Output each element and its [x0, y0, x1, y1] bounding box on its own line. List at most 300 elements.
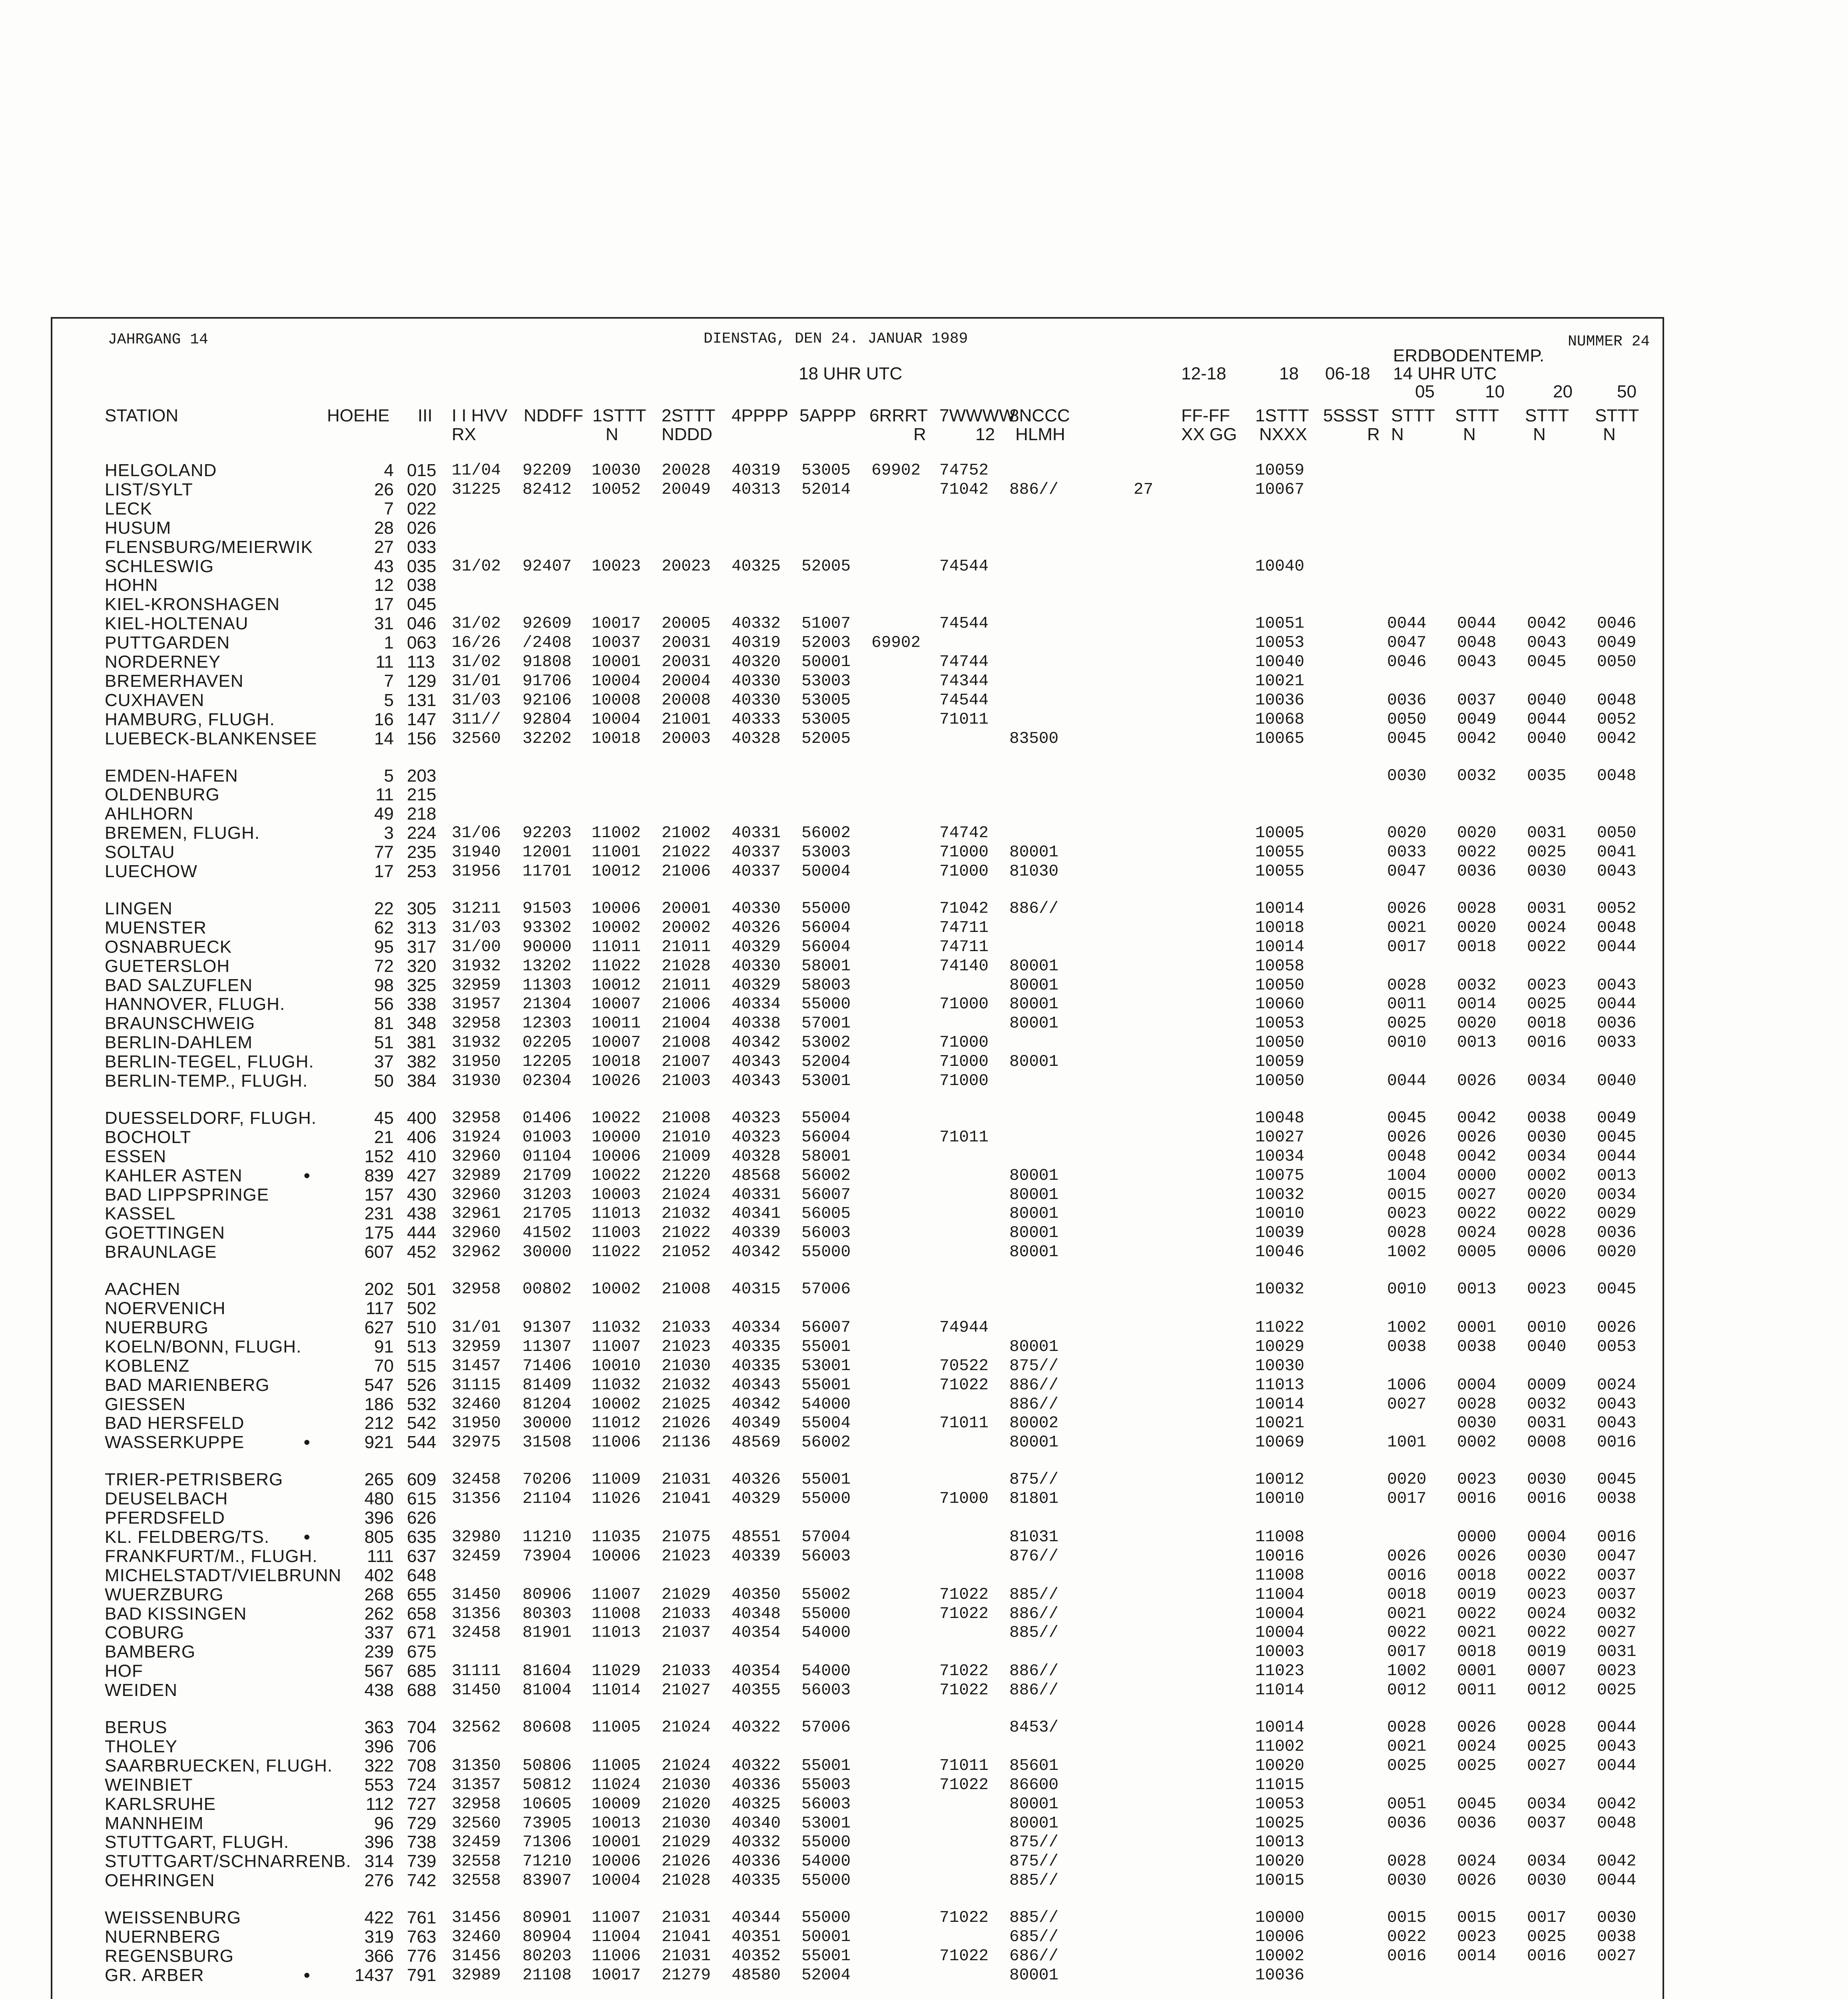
obs-value: 0026	[1387, 899, 1427, 918]
obs-value: 31115	[452, 1376, 501, 1395]
obs-value: 56002	[801, 824, 851, 843]
obs-value: 0044	[1387, 1072, 1427, 1090]
obs-value: 53002	[801, 1033, 851, 1052]
obs-value: 40322	[732, 1756, 781, 1775]
obs-value: 31940	[452, 843, 501, 862]
table-row	[0, 1108, 1848, 1128]
obs-value: 11022	[592, 957, 641, 976]
obs-value: 0027	[1527, 1756, 1567, 1775]
table-row	[0, 1185, 1848, 1205]
obs-value: 0046	[1387, 653, 1427, 671]
station-height: 805	[364, 1527, 394, 1547]
obs-value: 83500	[1009, 729, 1059, 748]
obs-value: 0044	[1527, 710, 1567, 729]
obs-value: 0020	[1387, 1470, 1427, 1489]
obs-value: 0028	[1457, 1395, 1497, 1414]
station-id: 776	[407, 1946, 437, 1966]
col-12: 12	[975, 425, 995, 444]
obs-value: 31508	[522, 1433, 572, 1452]
obs-value: 0020	[1597, 1243, 1637, 1262]
station-id: 427	[407, 1165, 437, 1185]
obs-value: 55001	[801, 1376, 851, 1395]
obs-value: 685//	[1009, 1928, 1059, 1946]
obs-value: 0037	[1597, 1585, 1637, 1604]
obs-value: 0028	[1387, 1224, 1427, 1243]
station-id: 338	[407, 994, 437, 1014]
obs-value: 875//	[1009, 1833, 1059, 1852]
station-name: WEISSENBURG	[105, 1908, 241, 1928]
obs-value: 55000	[801, 1909, 851, 1927]
obs-value: 31/01	[452, 1318, 501, 1337]
obs-value: 11014	[1255, 1681, 1305, 1700]
obs-value: 10052	[592, 480, 641, 499]
obs-value: 1002	[1387, 1243, 1427, 1262]
station-height: 26	[374, 479, 394, 499]
obs-value: 40343	[732, 1072, 781, 1090]
table-row	[0, 652, 1848, 672]
obs-value: 10058	[1255, 957, 1305, 976]
obs-value: 0021	[1457, 1624, 1497, 1642]
obs-value: 40322	[732, 1718, 781, 1737]
col-r2: R	[1367, 425, 1380, 444]
obs-value: 0036	[1597, 1014, 1637, 1033]
table-row	[0, 1566, 1848, 1586]
station-id: 532	[407, 1394, 437, 1414]
station-id: 704	[407, 1718, 437, 1737]
station-id: 544	[407, 1432, 437, 1452]
station-name: MUENSTER	[105, 918, 207, 938]
obs-value: 0026	[1457, 1718, 1497, 1737]
obs-value: 20001	[662, 899, 711, 918]
obs-value: 21031	[662, 1909, 711, 1927]
obs-value: 10002	[592, 1280, 641, 1299]
obs-value: 10013	[592, 1814, 641, 1833]
obs-value: 11008	[1255, 1528, 1305, 1546]
col-n-05: N	[1391, 425, 1404, 444]
station-name: MICHELSTADT/VIELBRUNN	[105, 1565, 342, 1585]
obs-value: 10020	[1255, 1756, 1305, 1775]
obs-value: 0042	[1457, 729, 1497, 748]
obs-value: 10001	[592, 1833, 641, 1852]
table-row	[0, 918, 1848, 938]
obs-value: 55000	[801, 1871, 851, 1890]
obs-value: 80001	[1009, 1205, 1059, 1223]
obs-value: 0036	[1457, 1814, 1497, 1833]
station-id: 763	[407, 1927, 437, 1947]
table-row	[0, 842, 1848, 862]
col-n: N	[606, 425, 618, 444]
obs-value: 81409	[522, 1376, 572, 1395]
obs-value: 10004	[1255, 1624, 1305, 1642]
station-id: 384	[407, 1071, 437, 1091]
obs-value: 32460	[452, 1928, 501, 1946]
obs-value: 0045	[1457, 1795, 1497, 1813]
table-row	[0, 614, 1848, 634]
obs-value: 0050	[1597, 824, 1637, 843]
obs-value: 0013	[1457, 1280, 1497, 1299]
obs-value: 0025	[1387, 1756, 1427, 1775]
utc14-label: 14 UHR UTC	[1393, 364, 1497, 383]
obs-value: 92209	[522, 461, 572, 480]
obs-value: 10006	[592, 1147, 641, 1166]
obs-value: 32458	[452, 1624, 501, 1642]
obs-value: 10022	[592, 1109, 641, 1127]
obs-value: 21041	[662, 1928, 711, 1946]
station-height: 1437	[355, 1965, 394, 1985]
obs-value: 0025	[1527, 1737, 1567, 1756]
obs-value: 0026	[1457, 1547, 1497, 1566]
obs-value: 11023	[1255, 1662, 1305, 1681]
obs-value: 10010	[1255, 1205, 1305, 1223]
obs-value: 48568	[732, 1166, 781, 1185]
obs-value: 55001	[801, 1337, 851, 1356]
obs-value: 10027	[1255, 1128, 1305, 1147]
obs-value: 10006	[592, 899, 641, 918]
table-row	[0, 1965, 1848, 1985]
station-name: BAD SALZUFLEN	[105, 975, 253, 995]
station-name: ESSEN	[105, 1146, 167, 1166]
obs-value: 0021	[1387, 1604, 1427, 1623]
station-id: 253	[407, 862, 437, 881]
obs-value: 10001	[592, 653, 641, 671]
obs-value: 31/03	[452, 918, 501, 937]
obs-value: 0024	[1457, 1852, 1497, 1871]
table-row	[0, 1737, 1848, 1757]
obs-value: 0036	[1387, 1814, 1427, 1833]
obs-value: 31357	[452, 1776, 501, 1794]
obs-value: 10060	[1255, 995, 1305, 1014]
obs-value: 40333	[732, 710, 781, 729]
obs-value: 0049	[1597, 634, 1637, 652]
station-height: 112	[365, 1794, 394, 1814]
obs-value: 30000	[522, 1414, 572, 1433]
obs-value: 10007	[592, 1033, 641, 1052]
obs-value: 10002	[1255, 1947, 1305, 1965]
obs-value: 71306	[522, 1833, 572, 1852]
table-row	[0, 499, 1848, 519]
obs-value: 10005	[1255, 824, 1305, 843]
obs-value: 54000	[801, 1395, 851, 1414]
station-height: 49	[374, 804, 394, 824]
obs-value: 0017	[1527, 1909, 1567, 1927]
obs-value: 0038	[1527, 1109, 1567, 1127]
obs-value: 55001	[801, 1470, 851, 1489]
obs-value: 0048	[1597, 691, 1637, 710]
obs-value: 0049	[1597, 1109, 1637, 1127]
obs-value: 40354	[732, 1662, 781, 1681]
col-8nccc: 8NCCC	[1009, 406, 1070, 425]
obs-value: 40330	[732, 899, 781, 918]
station-id: 452	[407, 1242, 437, 1262]
obs-value: 40344	[732, 1909, 781, 1927]
obs-value: 40329	[732, 1490, 781, 1508]
obs-value: 10012	[592, 976, 641, 995]
table-row	[0, 1527, 1848, 1547]
station-id: 026	[407, 518, 437, 538]
obs-value: 32962	[452, 1243, 501, 1262]
obs-value: 0022	[1387, 1624, 1427, 1642]
obs-value: 21304	[522, 995, 572, 1014]
obs-value: 0025	[1527, 843, 1567, 862]
station-name: REGENSBURG	[105, 1946, 234, 1966]
depth-10: 10	[1485, 382, 1505, 401]
obs-value: 11007	[592, 1585, 641, 1604]
obs-value: 21022	[662, 843, 711, 862]
obs-value: 21220	[662, 1166, 711, 1185]
obs-value: 0026	[1597, 1318, 1637, 1337]
obs-value: 21023	[662, 1547, 711, 1566]
period-12-18: 12-18	[1181, 364, 1226, 383]
obs-value: 0050	[1597, 653, 1637, 671]
station-height: 98	[374, 975, 394, 995]
obs-value: 71000	[939, 1033, 989, 1052]
obs-value: 10000	[1255, 1909, 1305, 1927]
station-name: BERLIN-DAHLEM	[105, 1033, 253, 1053]
station-name: FLENSBURG/MEIERWIK	[105, 537, 313, 557]
obs-value: 40325	[732, 1795, 781, 1813]
obs-value: 40332	[732, 1833, 781, 1852]
obs-value: 0024	[1597, 1376, 1637, 1395]
station-height: 438	[364, 1680, 394, 1700]
station-id: 063	[407, 633, 437, 653]
station-name: BOCHOLT	[105, 1127, 191, 1147]
station-height: 319	[364, 1927, 394, 1947]
obs-value: 40326	[732, 918, 781, 937]
obs-value: 0047	[1387, 862, 1427, 881]
obs-value: 0005	[1457, 1243, 1497, 1262]
station-height: 4	[384, 461, 394, 480]
obs-value: 92609	[522, 614, 572, 633]
obs-value: 71022	[939, 1909, 989, 1927]
obs-value: 11007	[592, 1337, 641, 1356]
obs-value: 0011	[1457, 1681, 1497, 1700]
obs-value: 0000	[1457, 1166, 1497, 1185]
obs-value: 10014	[1255, 1718, 1305, 1737]
table-row	[0, 1604, 1848, 1624]
obs-value: 10026	[592, 1072, 641, 1090]
obs-value: 32960	[452, 1224, 501, 1243]
obs-value: 31/00	[452, 938, 501, 956]
obs-value: 40329	[732, 938, 781, 956]
obs-value: 48580	[732, 1966, 781, 1985]
table-row	[0, 633, 1848, 653]
obs-value: 21033	[662, 1318, 711, 1337]
station-id: 727	[407, 1794, 437, 1814]
obs-value: 0050	[1387, 710, 1427, 729]
station-name: BAD HERSFELD	[105, 1413, 245, 1433]
obs-value: 10003	[592, 1185, 641, 1204]
obs-value: 0016	[1457, 1490, 1497, 1508]
obs-value: 885//	[1009, 1909, 1059, 1927]
obs-value: 82412	[522, 480, 572, 499]
obs-value: 11008	[592, 1604, 641, 1623]
obs-value: 21008	[662, 1033, 711, 1052]
obs-value: 01104	[522, 1147, 572, 1166]
station-name: LECK	[105, 499, 152, 519]
obs-value: 10018	[592, 1053, 641, 1071]
obs-value: 0010	[1527, 1318, 1567, 1337]
obs-value: 40338	[732, 1014, 781, 1033]
obs-value: 40319	[732, 461, 781, 480]
table-row	[0, 595, 1848, 614]
station-height: 14	[374, 728, 394, 748]
obs-value: 31950	[452, 1053, 501, 1071]
obs-value: 40337	[732, 843, 781, 862]
obs-value: 32960	[452, 1147, 501, 1166]
station-height: 839	[364, 1165, 394, 1185]
obs-value: 40342	[732, 1395, 781, 1414]
obs-value: 80001	[1009, 1224, 1059, 1243]
obs-value: 0043	[1597, 1737, 1637, 1756]
obs-value: 40313	[732, 480, 781, 499]
obs-value: 20023	[662, 557, 711, 576]
obs-value: 0030	[1527, 1547, 1567, 1566]
obs-value: 31457	[452, 1357, 501, 1375]
table-row	[0, 1680, 1848, 1700]
obs-value: 58003	[801, 976, 851, 995]
obs-value: 80608	[522, 1718, 572, 1737]
obs-value: 11012	[592, 1414, 641, 1433]
obs-value: 71022	[939, 1585, 989, 1604]
obs-value: 886//	[1009, 1681, 1059, 1700]
obs-value: 71000	[939, 843, 989, 862]
obs-value: 10004	[592, 1871, 641, 1890]
table-row	[0, 1623, 1848, 1643]
obs-value: 0022	[1457, 1604, 1497, 1623]
station-name: GOETTINGEN	[105, 1223, 225, 1243]
obs-value: 0025	[1457, 1756, 1497, 1775]
obs-value: 0030	[1387, 1871, 1427, 1890]
station-height: 239	[364, 1642, 394, 1662]
obs-value: 10022	[592, 1166, 641, 1185]
table-row	[0, 690, 1848, 710]
obs-value: 21028	[662, 1871, 711, 1890]
obs-value: 20003	[662, 729, 711, 748]
station-height: 17	[374, 862, 394, 881]
obs-value: 21022	[662, 1224, 711, 1243]
obs-value: 10050	[1255, 976, 1305, 995]
obs-value: 21136	[662, 1433, 711, 1452]
obs-value: 21279	[662, 1966, 711, 1985]
obs-value: 31957	[452, 995, 501, 1014]
station-id: 406	[407, 1127, 437, 1147]
station-name: FRANKFURT/M., FLUGH.	[105, 1546, 318, 1566]
station-name: BRAUNSCHWEIG	[105, 1013, 255, 1033]
obs-value: 0022	[1527, 938, 1567, 956]
obs-value: 0037	[1597, 1566, 1637, 1585]
obs-value: 71011	[939, 1756, 989, 1775]
obs-value: 32980	[452, 1528, 501, 1546]
obs-value: 0019	[1527, 1643, 1567, 1662]
obs-value: 74742	[939, 824, 989, 843]
obs-value: 91706	[522, 672, 572, 690]
obs-value: 10000	[592, 1128, 641, 1147]
table-row	[0, 1832, 1848, 1852]
obs-value: 10075	[1255, 1166, 1305, 1185]
depth-20: 20	[1553, 382, 1573, 401]
obs-value: 1002	[1387, 1662, 1427, 1681]
col-xxgg: XX GG	[1181, 425, 1237, 444]
station-name: WASSERKUPPE	[105, 1432, 245, 1452]
obs-value: 875//	[1009, 1470, 1059, 1489]
obs-value: 11307	[522, 1337, 572, 1356]
obs-value: 56004	[801, 1128, 851, 1147]
station-id: 513	[407, 1337, 437, 1357]
soil-temp-title: ERDBODENTEMP.	[1393, 346, 1545, 365]
station-id: 708	[407, 1756, 437, 1776]
col-1sttt-b: 1STTT	[1255, 406, 1309, 425]
col-r: R	[913, 425, 926, 444]
obs-value: 52014	[801, 480, 851, 499]
table-row	[0, 766, 1848, 786]
obs-value: 0028	[1387, 1718, 1427, 1737]
obs-value: 0043	[1527, 634, 1567, 652]
station-id: 382	[407, 1052, 437, 1072]
obs-value: 20002	[662, 918, 711, 937]
obs-value: 21001	[662, 710, 711, 729]
obs-value: 0018	[1457, 1566, 1497, 1585]
station-height: 45	[374, 1108, 394, 1128]
obs-value: 40342	[732, 1243, 781, 1262]
obs-value: 21007	[662, 1053, 711, 1071]
obs-value: 0044	[1597, 995, 1637, 1014]
station-height: 396	[364, 1832, 394, 1852]
obs-value: 74752	[939, 461, 989, 480]
obs-value: 21008	[662, 1280, 711, 1299]
obs-value: 10012	[1255, 1470, 1305, 1489]
table-row	[0, 899, 1848, 919]
station-id: 235	[407, 842, 437, 862]
obs-value: 80001	[1009, 1337, 1059, 1356]
obs-value: 0029	[1597, 1205, 1637, 1223]
station-height: 91	[374, 1337, 394, 1357]
obs-value: 886//	[1009, 480, 1059, 499]
obs-value: 32975	[452, 1433, 501, 1452]
obs-value: 0024	[1527, 918, 1567, 937]
obs-value: 21025	[662, 1395, 711, 1414]
station-id: 739	[407, 1851, 437, 1871]
obs-value: 10055	[1255, 862, 1305, 881]
obs-value: 92804	[522, 710, 572, 729]
col-n-50: N	[1603, 425, 1616, 444]
obs-value: /2408	[522, 634, 572, 652]
depth-05: 05	[1415, 382, 1435, 401]
station-name: BAD KISSINGEN	[105, 1604, 247, 1624]
table-row	[0, 994, 1848, 1014]
station-id: 305	[407, 898, 437, 918]
obs-value: 0004	[1457, 1376, 1497, 1395]
obs-value: 0044	[1457, 614, 1497, 633]
obs-value: 0027	[1597, 1624, 1637, 1642]
station-name: HANNOVER, FLUGH.	[105, 994, 285, 1014]
obs-value: 56004	[801, 918, 851, 937]
station-id: 609	[407, 1470, 437, 1490]
obs-value: 12205	[522, 1053, 572, 1071]
obs-value: 0053	[1597, 1337, 1637, 1356]
obs-value: 81901	[522, 1624, 572, 1642]
table-row	[0, 1147, 1848, 1167]
obs-value: 32958	[452, 1280, 501, 1299]
obs-value: 83907	[522, 1871, 572, 1890]
obs-value: 40335	[732, 1357, 781, 1375]
station-id: 688	[407, 1680, 437, 1700]
col-n-10: N	[1463, 425, 1476, 444]
obs-value: 40342	[732, 1033, 781, 1052]
obs-value: 0052	[1597, 899, 1637, 918]
obs-value: 10036	[1255, 691, 1305, 710]
obs-value: 54000	[801, 1662, 851, 1681]
obs-value: 40330	[732, 691, 781, 710]
